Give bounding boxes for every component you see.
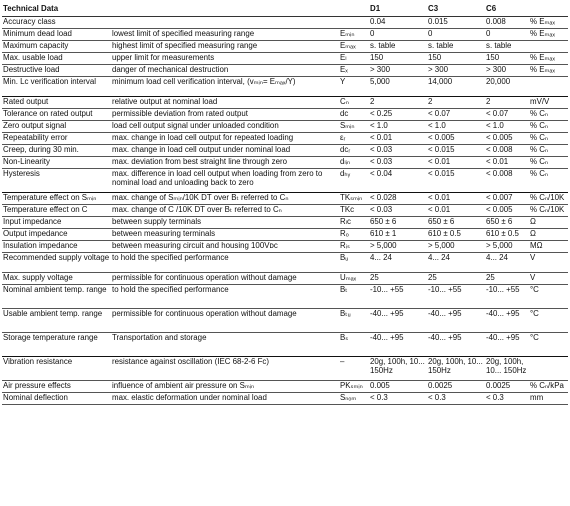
cell-param: Nominal ambient temp. range — [2, 285, 111, 309]
table-row — [2, 133, 568, 145]
cell-unit: % Cₙ/10K — [528, 205, 568, 217]
cell-c3-value: 150 — [427, 53, 485, 65]
cell-symbol: Uₘₐₓ — [339, 273, 369, 285]
cell-desc: minimum load cell verification interval, (vₘᵢₙ= Eₘₐₓ/Y) — [111, 77, 339, 97]
cell-c6-value: -40... +95 — [485, 333, 528, 357]
cell-param: Rated output — [2, 97, 111, 109]
table-row — [2, 145, 568, 157]
table-row — [2, 381, 568, 393]
cell-d1-value: > 5,000 — [369, 241, 427, 253]
cell-c6-value: 25 — [485, 273, 528, 285]
cell-c6-value: < 0.008 — [485, 169, 528, 193]
cell-desc: to hold the specified performance — [111, 285, 339, 309]
cell-c3-value: 0.0025 — [427, 381, 485, 393]
cell-desc: relative output at nominal load — [111, 97, 339, 109]
cell-param: Air pressure effects — [2, 381, 111, 393]
cell-d1-value: 0.04 — [369, 17, 427, 29]
cell-d1-value: < 1.0 — [369, 121, 427, 133]
table-row — [2, 205, 568, 217]
table-row — [2, 53, 568, 65]
cell-desc: load cell output signal under unloaded condition — [111, 121, 339, 133]
cell-desc: max. change in load cell output for repeated loading — [111, 133, 339, 145]
cell-c6-value: 4... 24 — [485, 253, 528, 273]
cell-symbol: Bₜᵤ — [339, 309, 369, 333]
cell-c6-value: < 0.007 — [485, 193, 528, 205]
cell-d1-value: 0 — [369, 29, 427, 41]
cell-c6-value: > 5,000 — [485, 241, 528, 253]
cell-unit: % Cₙ — [528, 133, 568, 145]
cell-symbol: Eₘᵢₙ — [339, 29, 369, 41]
table-row — [2, 273, 568, 285]
cell-param: Minimum dead load — [2, 29, 111, 41]
cell-d1-value: < 0.028 — [369, 193, 427, 205]
cell-desc: max. deviation from best straight line through zero — [111, 157, 339, 169]
cell-symbol: Y — [339, 77, 369, 97]
cell-c3-value: 4... 24 — [427, 253, 485, 273]
column-d1: D1 — [369, 0, 427, 17]
cell-unit: % Cₙ — [528, 109, 568, 121]
cell-symbol: Bₛ — [339, 333, 369, 357]
cell-unit: % Cₙ — [528, 157, 568, 169]
cell-param: Non-Linearity — [2, 157, 111, 169]
cell-unit: Ω — [528, 229, 568, 241]
cell-unit: % Cₙ — [528, 169, 568, 193]
cell-c3-value: < 0.015 — [427, 169, 485, 193]
cell-param: Maximum capacity — [2, 41, 111, 53]
cell-d1-value: -10... +55 — [369, 285, 427, 309]
cell-d1-value: 25 — [369, 273, 427, 285]
cell-c6-value: < 1.0 — [485, 121, 528, 133]
cell-c6-value: 2 — [485, 97, 528, 109]
table-row — [2, 65, 568, 77]
cell-desc: upper limit for measurements — [111, 53, 339, 65]
cell-unit: % Eₘₐₓ — [528, 65, 568, 77]
cell-unit: % Eₘₐₓ — [528, 29, 568, 41]
cell-symbol: Rᵢₛ — [339, 241, 369, 253]
cell-param: Zero output signal — [2, 121, 111, 133]
cell-c3-value: s. table — [427, 41, 485, 53]
cell-d1-value: < 0.3 — [369, 393, 427, 405]
cell-symbol: Eₘₐₓ — [339, 41, 369, 53]
cell-symbol: dₗᵢₙ — [339, 157, 369, 169]
cell-d1-value: < 0.03 — [369, 145, 427, 157]
cell-c6-value: < 0.005 — [485, 133, 528, 145]
cell-param: Creep, during 30 min. — [2, 145, 111, 157]
cell-c6-value: -40... +95 — [485, 309, 528, 333]
cell-desc: between measuring terminals — [111, 229, 339, 241]
cell-unit: % Eₘₐₓ — [528, 17, 568, 29]
cell-d1-value: < 0.25 — [369, 109, 427, 121]
cell-unit: °C — [528, 309, 568, 333]
table-row — [2, 193, 568, 205]
cell-c6-value: < 0.07 — [485, 109, 528, 121]
cell-c3-value: 650 ± 6 — [427, 217, 485, 229]
cell-symbol: dᴄ — [339, 109, 369, 121]
cell-unit: % Eₘₐₓ — [528, 53, 568, 65]
cell-symbol: Rₒ — [339, 229, 369, 241]
table-row — [2, 309, 568, 333]
cell-c6-value: < 0.01 — [485, 157, 528, 169]
cell-c3-value: 0.015 — [427, 17, 485, 29]
cell-desc: danger of mechanical destruction — [111, 65, 339, 77]
cell-symbol: dᴄᵣ — [339, 145, 369, 157]
cell-c6-value: 20g, 100h, 10... 150Hz — [485, 357, 528, 381]
cell-param: Hysteresis — [2, 169, 111, 193]
cell-unit: % Cₙ/10K — [528, 193, 568, 205]
cell-desc: Transportation and storage — [111, 333, 339, 357]
cell-c3-value: 0 — [427, 29, 485, 41]
cell-c3-value: > 5,000 — [427, 241, 485, 253]
cell-d1-value: < 0.01 — [369, 133, 427, 145]
cell-param: Storage temperature range — [2, 333, 111, 357]
table-row — [2, 17, 568, 29]
cell-d1-value: < 0.03 — [369, 157, 427, 169]
cell-c6-value: > 300 — [485, 65, 528, 77]
cell-c3-value: < 0.01 — [427, 157, 485, 169]
cell-param: Max. usable load — [2, 53, 111, 65]
table-row — [2, 217, 568, 229]
table-row — [2, 41, 568, 53]
cell-c6-value: 0 — [485, 29, 528, 41]
table-row — [2, 357, 568, 381]
cell-d1-value: < 0.04 — [369, 169, 427, 193]
cell-desc: max. change of C /10K DT over Bₜ referred to Cₙ — [111, 205, 339, 217]
cell-param: Output impedance — [2, 229, 111, 241]
cell-symbol — [339, 17, 369, 29]
cell-param: Destructive load — [2, 65, 111, 77]
cell-unit: MΩ — [528, 241, 568, 253]
cell-symbol: Rₗᴄ — [339, 217, 369, 229]
cell-desc: to hold the specified performance — [111, 253, 339, 273]
cell-unit: V — [528, 273, 568, 285]
cell-desc: max. elastic deformation under nominal load — [111, 393, 339, 405]
cell-d1-value: 4... 24 — [369, 253, 427, 273]
table-row — [2, 109, 568, 121]
table-row — [2, 97, 568, 109]
cell-param: Input impedance — [2, 217, 111, 229]
cell-desc: max. change of Sₘᵢₙ/10K DT over Bₜ referred to Cₙ — [111, 193, 339, 205]
cell-c3-value: 2 — [427, 97, 485, 109]
cell-unit: % Cₙ — [528, 145, 568, 157]
cell-desc: max. difference in load cell output when loading from zero to nominal load and unloading back to zero — [111, 169, 339, 193]
cell-c6-value: s. table — [485, 41, 528, 53]
cell-symbol: – — [339, 357, 369, 381]
cell-c6-value: 610 ± 0.5 — [485, 229, 528, 241]
cell-desc: highest limit of specified measuring range — [111, 41, 339, 53]
cell-symbol: Sₘᵢₙ — [339, 121, 369, 133]
table-row — [2, 169, 568, 193]
table-row — [2, 393, 568, 405]
cell-param: Max. supply voltage — [2, 273, 111, 285]
cell-param: Nominal deflection — [2, 393, 111, 405]
cell-c6-value: 650 ± 6 — [485, 217, 528, 229]
cell-c3-value: 20g, 100h, 10... 150Hz — [427, 357, 485, 381]
cell-param: Usable ambient temp. range — [2, 309, 111, 333]
cell-c3-value: < 0.07 — [427, 109, 485, 121]
cell-symbol: Eₓ — [339, 65, 369, 77]
cell-c6-value: < 0.005 — [485, 205, 528, 217]
table-row — [2, 157, 568, 169]
cell-unit: mm — [528, 393, 568, 405]
table-row — [2, 77, 568, 97]
column-c6: C6 — [485, 0, 528, 17]
cell-d1-value: s. table — [369, 41, 427, 53]
cell-d1-value: 610 ± 1 — [369, 229, 427, 241]
cell-unit — [528, 77, 568, 97]
cell-d1-value: -40... +95 — [369, 333, 427, 357]
cell-c6-value: < 0.008 — [485, 145, 528, 157]
cell-symbol: Bᵤ — [339, 253, 369, 273]
cell-c3-value: < 0.015 — [427, 145, 485, 157]
cell-symbol: εᵣ — [339, 133, 369, 145]
cell-param: Min. Lᴄ verification interval — [2, 77, 111, 97]
table-row — [2, 285, 568, 309]
cell-param: Accuracy class — [2, 17, 111, 29]
cell-c3-value: 14,000 — [427, 77, 485, 97]
cell-c3-value: < 0.3 — [427, 393, 485, 405]
cell-desc: permissible for continuous operation without damage — [111, 309, 339, 333]
cell-desc: permissible deviation from rated output — [111, 109, 339, 121]
cell-d1-value: 2 — [369, 97, 427, 109]
cell-unit: % Cₙ/kPa — [528, 381, 568, 393]
cell-unit: °C — [528, 285, 568, 309]
cell-c6-value: 150 — [485, 53, 528, 65]
cell-symbol: TKₛₘᵢₙ — [339, 193, 369, 205]
cell-param: Vibration resistance — [2, 357, 111, 381]
cell-d1-value: 150 — [369, 53, 427, 65]
cell-desc: max. change in load cell output under nominal load — [111, 145, 339, 157]
cell-unit: Ω — [528, 217, 568, 229]
cell-unit: °C — [528, 333, 568, 357]
cell-param: Temperature effect on C — [2, 205, 111, 217]
cell-param: Recommended supply voltage — [2, 253, 111, 273]
cell-symbol: Eₗ — [339, 53, 369, 65]
cell-symbol: Sₙₒₘ — [339, 393, 369, 405]
cell-c3-value: < 0.01 — [427, 193, 485, 205]
cell-d1-value: 5,000 — [369, 77, 427, 97]
cell-param: Temperature effect on Sₘᵢₙ — [2, 193, 111, 205]
cell-symbol: Bₜ — [339, 285, 369, 309]
cell-param: Insulation impedance — [2, 241, 111, 253]
cell-desc: between measuring circuit and housing 100Vᴅᴄ — [111, 241, 339, 253]
cell-unit: mV/V — [528, 97, 568, 109]
cell-param: Repeatability error — [2, 133, 111, 145]
cell-d1-value: > 300 — [369, 65, 427, 77]
table-row — [2, 121, 568, 133]
cell-c6-value: 0.0025 — [485, 381, 528, 393]
cell-d1-value: -40... +95 — [369, 309, 427, 333]
cell-unit — [528, 357, 568, 381]
cell-c3-value: 25 — [427, 273, 485, 285]
cell-c3-value: < 0.005 — [427, 133, 485, 145]
cell-desc: lowest limit of specified measuring range — [111, 29, 339, 41]
cell-desc: between supply terminals — [111, 217, 339, 229]
cell-desc: influence of ambient air pressure on Sₘᵢₙ — [111, 381, 339, 393]
cell-d1-value: 650 ± 6 — [369, 217, 427, 229]
cell-symbol: Cₙ — [339, 97, 369, 109]
cell-c3-value: -40... +95 — [427, 309, 485, 333]
cell-d1-value: 0.005 — [369, 381, 427, 393]
cell-unit: % Cₙ — [528, 121, 568, 133]
cell-desc: resistance against oscillation (IEC 68-2-6 Fc) — [111, 357, 339, 381]
cell-symbol: PKₛₘᵢₙ — [339, 381, 369, 393]
cell-c3-value: 610 ± 0.5 — [427, 229, 485, 241]
table-row — [2, 229, 568, 241]
cell-c6-value: < 0.3 — [485, 393, 528, 405]
cell-c6-value: 0.008 — [485, 17, 528, 29]
cell-c3-value: < 0.01 — [427, 205, 485, 217]
table-body — [2, 17, 568, 405]
cell-d1-value: < 0.03 — [369, 205, 427, 217]
cell-d1-value: 20g, 100h, 10... 150Hz — [369, 357, 427, 381]
cell-c3-value: -10... +55 — [427, 285, 485, 309]
cell-c6-value: -10... +55 — [485, 285, 528, 309]
cell-param: Tolerance on rated output — [2, 109, 111, 121]
cell-symbol: TKᴄ — [339, 205, 369, 217]
table-row — [2, 29, 568, 41]
cell-c3-value: > 300 — [427, 65, 485, 77]
header-row — [2, 0, 568, 17]
table-row — [2, 333, 568, 357]
cell-unit: V — [528, 253, 568, 273]
cell-unit — [528, 41, 568, 53]
table-row — [2, 253, 568, 273]
cell-symbol: dₕᵧ — [339, 169, 369, 193]
cell-desc — [111, 17, 339, 29]
cell-c3-value: < 1.0 — [427, 121, 485, 133]
column-c3: C3 — [427, 0, 485, 17]
table-row — [2, 241, 568, 253]
cell-desc: permissible for continuous operation without damage — [111, 273, 339, 285]
technical-data-table — [2, 0, 568, 405]
cell-c3-value: -40... +95 — [427, 333, 485, 357]
cell-c6-value: 20,000 — [485, 77, 528, 97]
table-title: Technical Data — [2, 0, 111, 17]
